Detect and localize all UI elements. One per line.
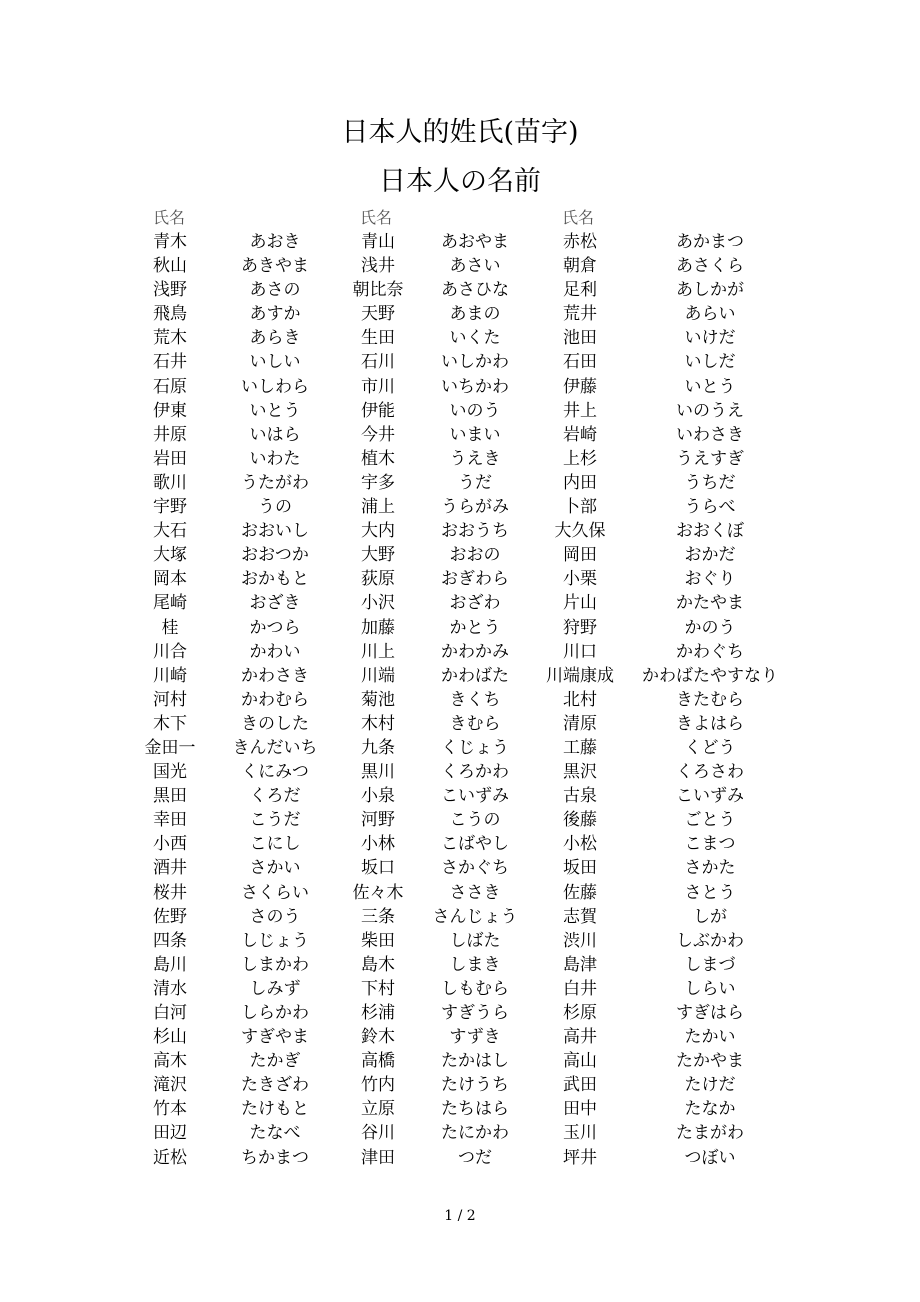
- surname-reading: おおつか: [241, 545, 309, 566]
- surname-reading: かわかみ: [441, 641, 509, 662]
- surname-reading: くにみつ: [241, 762, 309, 783]
- surname-reading: かわさき: [241, 665, 309, 686]
- surname-reading: こうの: [449, 810, 501, 831]
- surname-kanji: 清水: [153, 978, 187, 999]
- surname-reading: うたがわ: [241, 472, 309, 493]
- surname-kanji: 加藤: [361, 617, 395, 638]
- column-header-name-3: 氏名: [562, 208, 595, 227]
- surname-kanji: 青木: [153, 232, 187, 252]
- surname-reading: かわい: [249, 641, 301, 662]
- surname-kanji: 荻原: [361, 569, 395, 590]
- surname-kanji: 上杉: [563, 448, 597, 469]
- surname-kanji: 小沢: [361, 593, 395, 614]
- surname-reading: すずき: [449, 1027, 501, 1048]
- surname-kanji: 卜部: [563, 497, 597, 518]
- table-row: [0, 1073, 920, 1097]
- table-row: [0, 302, 920, 326]
- surname-reading: くじょう: [441, 737, 509, 758]
- surname-kanji: 石井: [153, 352, 187, 373]
- surname-reading: しぶかわ: [676, 930, 744, 951]
- surname-reading: たかやま: [676, 1051, 744, 1072]
- surname-reading: あおやま: [441, 232, 509, 252]
- surname-kanji: 工藤: [563, 737, 597, 758]
- surname-reading: あさい: [449, 256, 501, 277]
- surname-kanji: 川崎: [153, 665, 187, 686]
- surname-kanji: 河村: [153, 689, 187, 710]
- surname-kanji: 川口: [563, 641, 597, 662]
- surname-reading: しみず: [249, 978, 301, 999]
- surname-kanji: 杉原: [563, 1003, 597, 1023]
- surname-reading: あかまつ: [676, 232, 744, 252]
- surname-kanji: 川端: [361, 665, 395, 686]
- surname-reading: いまい: [449, 424, 501, 445]
- surname-kanji: 大内: [361, 521, 395, 542]
- surname-reading: たなべ: [249, 1123, 301, 1144]
- surname-reading: かとう: [449, 617, 501, 638]
- surname-kanji: 宇多: [361, 472, 395, 493]
- surname-reading: たなか: [684, 1099, 736, 1120]
- surname-reading: いはら: [249, 424, 301, 445]
- surname-reading: たまがわ: [676, 1123, 744, 1144]
- surname-reading: たけだ: [684, 1075, 736, 1096]
- surname-reading: おおくぼ: [676, 521, 744, 542]
- surname-reading: しが: [693, 906, 727, 927]
- surname-kanji: 赤松: [563, 232, 597, 252]
- surname-reading: さのう: [249, 906, 301, 927]
- surname-reading: たかぎ: [249, 1051, 301, 1072]
- table-row: [0, 375, 920, 399]
- surname-reading: いわた: [249, 448, 301, 469]
- table-row: [0, 736, 920, 760]
- surname-reading: ちかまつ: [241, 1147, 309, 1168]
- surname-reading: こいずみ: [676, 786, 744, 807]
- surname-kanji: 桜井: [153, 882, 187, 903]
- surname-kanji: 天野: [361, 304, 395, 325]
- surname-kanji: 三条: [361, 906, 395, 927]
- surname-reading: たけうち: [441, 1075, 509, 1096]
- surname-reading: たにかわ: [441, 1123, 509, 1144]
- surname-kanji: 杉浦: [361, 1003, 395, 1023]
- page-number: 1 / 2: [444, 1208, 476, 1224]
- table-row: [0, 1049, 920, 1073]
- surname-reading: うちだ: [684, 472, 736, 493]
- table-row: [0, 230, 920, 254]
- surname-reading: きたむら: [676, 689, 744, 710]
- surname-kanji: 黒田: [153, 786, 187, 807]
- surname-reading: かのう: [684, 617, 736, 638]
- surname-kanji: 坪井: [563, 1147, 597, 1168]
- surname-kanji: 大塚: [153, 545, 187, 566]
- surname-kanji: 白井: [563, 978, 597, 999]
- surname-reading: さんじょう: [432, 906, 518, 927]
- surname-kanji: 小泉: [361, 786, 395, 807]
- surname-kanji: 宇野: [153, 497, 187, 518]
- surname-reading: かたやま: [676, 593, 744, 614]
- surname-kanji: 鈴木: [361, 1027, 395, 1048]
- table-row: [0, 832, 920, 856]
- table-row: [0, 326, 920, 350]
- table-row: [0, 1146, 920, 1170]
- surname-reading: すぎはら: [676, 1003, 744, 1023]
- surname-reading: さかぐち: [441, 858, 509, 879]
- surname-kanji: 歌川: [153, 472, 187, 493]
- surname-reading: きくち: [449, 689, 501, 710]
- surname-kanji: 石原: [153, 376, 187, 397]
- surname-kanji: 荒井: [563, 304, 597, 325]
- table-row: [0, 278, 920, 302]
- surname-reading: しもむら: [441, 978, 509, 999]
- surname-reading: あすか: [249, 304, 301, 325]
- surname-kanji: 石川: [361, 352, 395, 373]
- surname-reading: しまづ: [684, 954, 736, 975]
- surname-reading: いしい: [249, 352, 301, 373]
- surname-kanji: 後藤: [563, 810, 597, 831]
- surname-kanji: 片山: [563, 593, 597, 614]
- surname-kanji: 岡本: [153, 569, 187, 590]
- surname-kanji: 竹内: [361, 1075, 395, 1096]
- table-row: [0, 616, 920, 640]
- surname-reading: いとう: [684, 376, 736, 397]
- surname-kanji: 白河: [153, 1003, 187, 1023]
- surname-reading: くどう: [684, 737, 736, 758]
- table-row: [0, 640, 920, 664]
- surname-kanji: 杉山: [153, 1027, 187, 1048]
- surname-kanji: 島津: [563, 954, 597, 975]
- surname-kanji: 今井: [361, 424, 395, 445]
- table-row: [0, 784, 920, 808]
- surname-kanji: 四条: [153, 930, 187, 951]
- table-row: [0, 423, 920, 447]
- surname-reading: おざわ: [449, 593, 501, 614]
- surname-kanji: 佐野: [153, 906, 187, 927]
- surname-kanji: 岡田: [563, 545, 597, 566]
- table-row: [0, 1001, 920, 1025]
- surname-kanji: 古泉: [563, 786, 597, 807]
- table-row: [0, 760, 920, 784]
- surname-kanji: 伊藤: [563, 376, 597, 397]
- surname-reading: しらい: [684, 978, 736, 999]
- surname-reading: うだ: [458, 472, 492, 493]
- surname-kanji: 九条: [361, 737, 395, 758]
- surname-reading: いのうえ: [676, 400, 744, 421]
- surname-reading: いけだ: [684, 328, 736, 349]
- surname-kanji: 黒川: [361, 762, 395, 783]
- surname-kanji: 飛鳥: [153, 304, 187, 325]
- surname-kanji: 黒沢: [563, 762, 597, 783]
- surname-kanji: 青山: [361, 232, 395, 252]
- surname-kanji: 川上: [361, 641, 395, 662]
- surname-kanji: 坂口: [361, 858, 395, 879]
- surname-reading: うの: [258, 497, 292, 518]
- surname-kanji: 金田一: [144, 737, 196, 758]
- surname-kanji: 井上: [563, 400, 597, 421]
- surname-kanji: 竹本: [153, 1099, 187, 1120]
- surname-kanji: 伊東: [153, 400, 187, 421]
- surname-kanji: 植木: [361, 448, 395, 469]
- surname-kanji: 島木: [361, 954, 395, 975]
- table-row: [0, 567, 920, 591]
- surname-reading: いちかわ: [441, 376, 509, 397]
- table-row: [0, 856, 920, 880]
- table-row: [0, 664, 920, 688]
- table-row: [0, 495, 920, 519]
- surname-kanji: 尾崎: [153, 593, 187, 614]
- surname-kanji: 内田: [563, 472, 597, 493]
- surname-kanji: 志賀: [563, 906, 597, 927]
- table-row: [0, 591, 920, 615]
- surname-reading: おざき: [249, 593, 301, 614]
- surname-kanji: 川端康成: [546, 665, 614, 686]
- surname-kanji: 菊池: [361, 689, 395, 710]
- table-row: [0, 712, 920, 736]
- surname-kanji: 大石: [153, 521, 187, 542]
- document-title: 日本人的姓氏(苗字): [341, 117, 579, 148]
- surname-reading: おかもと: [241, 569, 309, 590]
- surname-kanji: 伊能: [361, 400, 395, 421]
- surname-reading: あさくら: [676, 256, 744, 277]
- surname-kanji: 谷川: [361, 1123, 395, 1144]
- surname-kanji: 岩田: [153, 448, 187, 469]
- surname-kanji: 高井: [563, 1027, 597, 1048]
- surname-reading: うえすぎ: [676, 448, 744, 469]
- surname-reading: しじょう: [241, 930, 309, 951]
- table-row: [0, 929, 920, 953]
- surname-reading: こばやし: [441, 834, 509, 855]
- table-row: [0, 471, 920, 495]
- surname-kanji: 岩崎: [563, 424, 597, 445]
- surname-kanji: 小西: [153, 834, 187, 855]
- table-row: [0, 905, 920, 929]
- surname-kanji: 浅野: [153, 280, 187, 301]
- surname-kanji: 佐々木: [352, 882, 404, 903]
- table-row: [0, 543, 920, 567]
- surname-kanji: 渋川: [563, 930, 597, 951]
- surname-reading: おぎわら: [441, 569, 509, 590]
- surname-reading: たきざわ: [241, 1075, 309, 1096]
- surname-reading: くろだ: [249, 786, 301, 807]
- surname-kanji: 池田: [563, 328, 597, 349]
- surname-reading: あまの: [449, 304, 501, 325]
- table-row: [0, 808, 920, 832]
- surname-reading: あらい: [684, 304, 736, 325]
- surname-reading: さかた: [684, 858, 736, 879]
- surname-reading: くろかわ: [441, 762, 509, 783]
- surname-kanji: 朝倉: [563, 256, 597, 277]
- document-subtitle: 日本人の名前: [379, 166, 541, 197]
- surname-reading: たちはら: [441, 1099, 509, 1120]
- surname-reading: つだ: [458, 1147, 492, 1168]
- surname-kanji: 小栗: [563, 569, 597, 590]
- surname-kanji: 朝比奈: [352, 280, 404, 301]
- surname-kanji: 立原: [361, 1099, 395, 1120]
- surname-reading: たかはし: [441, 1051, 509, 1072]
- surname-table: [0, 230, 920, 1170]
- surname-reading: いわさき: [676, 424, 744, 445]
- surname-reading: いしわら: [241, 376, 309, 397]
- surname-kanji: 木下: [153, 713, 187, 734]
- surname-reading: しらかわ: [241, 1003, 309, 1023]
- surname-reading: おおいし: [241, 521, 309, 542]
- surname-kanji: 高橋: [361, 1051, 395, 1072]
- surname-reading: こいずみ: [441, 786, 509, 807]
- surname-kanji: 浦上: [361, 497, 395, 518]
- surname-reading: かつら: [249, 617, 301, 638]
- surname-reading: すぎうら: [441, 1003, 509, 1023]
- surname-kanji: 狩野: [563, 617, 597, 638]
- surname-reading: おおうち: [441, 521, 509, 542]
- surname-reading: くろさわ: [676, 762, 744, 783]
- table-row: [0, 881, 920, 905]
- surname-kanji: 河野: [361, 810, 395, 831]
- surname-kanji: 秋山: [153, 256, 187, 277]
- surname-kanji: 高木: [153, 1051, 187, 1072]
- table-row: [0, 1121, 920, 1145]
- surname-kanji: 桂: [161, 617, 179, 638]
- table-row: [0, 688, 920, 712]
- surname-kanji: 坂田: [563, 858, 597, 879]
- surname-reading: いしかわ: [441, 352, 509, 373]
- surname-kanji: 柴田: [361, 930, 395, 951]
- table-row: [0, 953, 920, 977]
- surname-reading: たけもと: [241, 1099, 309, 1120]
- column-header-name-2: 氏名: [360, 208, 393, 227]
- surname-reading: あおき: [249, 232, 301, 252]
- surname-reading: いのう: [449, 400, 501, 421]
- surname-reading: かわぐち: [676, 641, 744, 662]
- surname-reading: うらべ: [684, 497, 736, 518]
- surname-reading: おぐり: [684, 569, 736, 590]
- surname-kanji: 津田: [361, 1147, 395, 1168]
- column-header-name-1: 氏名: [153, 208, 186, 227]
- table-row: [0, 1097, 920, 1121]
- surname-reading: うらがみ: [441, 497, 509, 518]
- surname-reading: しばた: [449, 930, 501, 951]
- surname-kanji: 足利: [563, 280, 597, 301]
- surname-kanji: 浅井: [361, 256, 395, 277]
- surname-reading: さとう: [684, 882, 736, 903]
- surname-kanji: 石田: [563, 352, 597, 373]
- surname-kanji: 北村: [563, 689, 597, 710]
- surname-kanji: 武田: [563, 1075, 597, 1096]
- surname-reading: あしかが: [676, 280, 744, 301]
- surname-reading: おかだ: [684, 545, 736, 566]
- table-row: [0, 977, 920, 1001]
- surname-reading: かわばたやすなり: [642, 665, 778, 686]
- surname-reading: きよはら: [676, 713, 744, 734]
- surname-kanji: 田辺: [153, 1123, 187, 1144]
- table-row: [0, 447, 920, 471]
- surname-kanji: 田中: [563, 1099, 597, 1120]
- surname-reading: あさの: [249, 280, 301, 301]
- table-row: [0, 350, 920, 374]
- surname-reading: つぼい: [684, 1147, 736, 1168]
- surname-reading: きむら: [449, 713, 501, 734]
- surname-reading: きんだいち: [232, 737, 318, 758]
- surname-kanji: 川合: [153, 641, 187, 662]
- surname-kanji: 国光: [153, 762, 187, 783]
- surname-kanji: 滝沢: [153, 1075, 187, 1096]
- surname-reading: うえき: [449, 448, 501, 469]
- surname-reading: こうだ: [249, 810, 301, 831]
- surname-kanji: 酒井: [153, 858, 187, 879]
- surname-reading: ごとう: [684, 810, 736, 831]
- surname-kanji: 島川: [153, 954, 187, 975]
- surname-reading: こまつ: [684, 834, 736, 855]
- surname-reading: しまき: [449, 954, 501, 975]
- surname-reading: ささき: [449, 882, 501, 903]
- surname-kanji: 高山: [563, 1051, 597, 1072]
- surname-reading: さくらい: [241, 882, 309, 903]
- surname-reading: あらき: [249, 328, 301, 349]
- surname-reading: さかい: [249, 858, 301, 879]
- surname-kanji: 井原: [153, 424, 187, 445]
- surname-kanji: 市川: [361, 376, 395, 397]
- surname-kanji: 小松: [563, 834, 597, 855]
- surname-reading: あさひな: [441, 280, 509, 301]
- surname-reading: おおの: [449, 545, 501, 566]
- table-row: [0, 1025, 920, 1049]
- surname-reading: こにし: [249, 834, 301, 855]
- surname-reading: いとう: [249, 400, 301, 421]
- surname-reading: すぎやま: [241, 1027, 309, 1048]
- surname-kanji: 生田: [361, 328, 395, 349]
- surname-kanji: 玉川: [563, 1123, 597, 1144]
- surname-reading: かわばた: [441, 665, 509, 686]
- surname-kanji: 大久保: [554, 521, 606, 542]
- surname-reading: いくた: [449, 328, 501, 349]
- surname-kanji: 近松: [153, 1147, 187, 1168]
- surname-kanji: 大野: [361, 545, 395, 566]
- surname-kanji: 幸田: [153, 810, 187, 831]
- table-row: [0, 519, 920, 543]
- surname-kanji: 木村: [361, 713, 395, 734]
- surname-reading: いしだ: [684, 352, 736, 373]
- surname-kanji: 佐藤: [563, 882, 597, 903]
- surname-kanji: 小林: [361, 834, 395, 855]
- surname-reading: あきやま: [241, 256, 309, 277]
- table-row: [0, 254, 920, 278]
- table-row: [0, 399, 920, 423]
- surname-reading: きのした: [241, 713, 309, 734]
- surname-kanji: 下村: [361, 978, 395, 999]
- surname-reading: しまかわ: [241, 954, 309, 975]
- surname-kanji: 荒木: [153, 328, 187, 349]
- surname-reading: かわむら: [241, 689, 309, 710]
- surname-reading: たかい: [684, 1027, 736, 1048]
- surname-kanji: 清原: [563, 713, 597, 734]
